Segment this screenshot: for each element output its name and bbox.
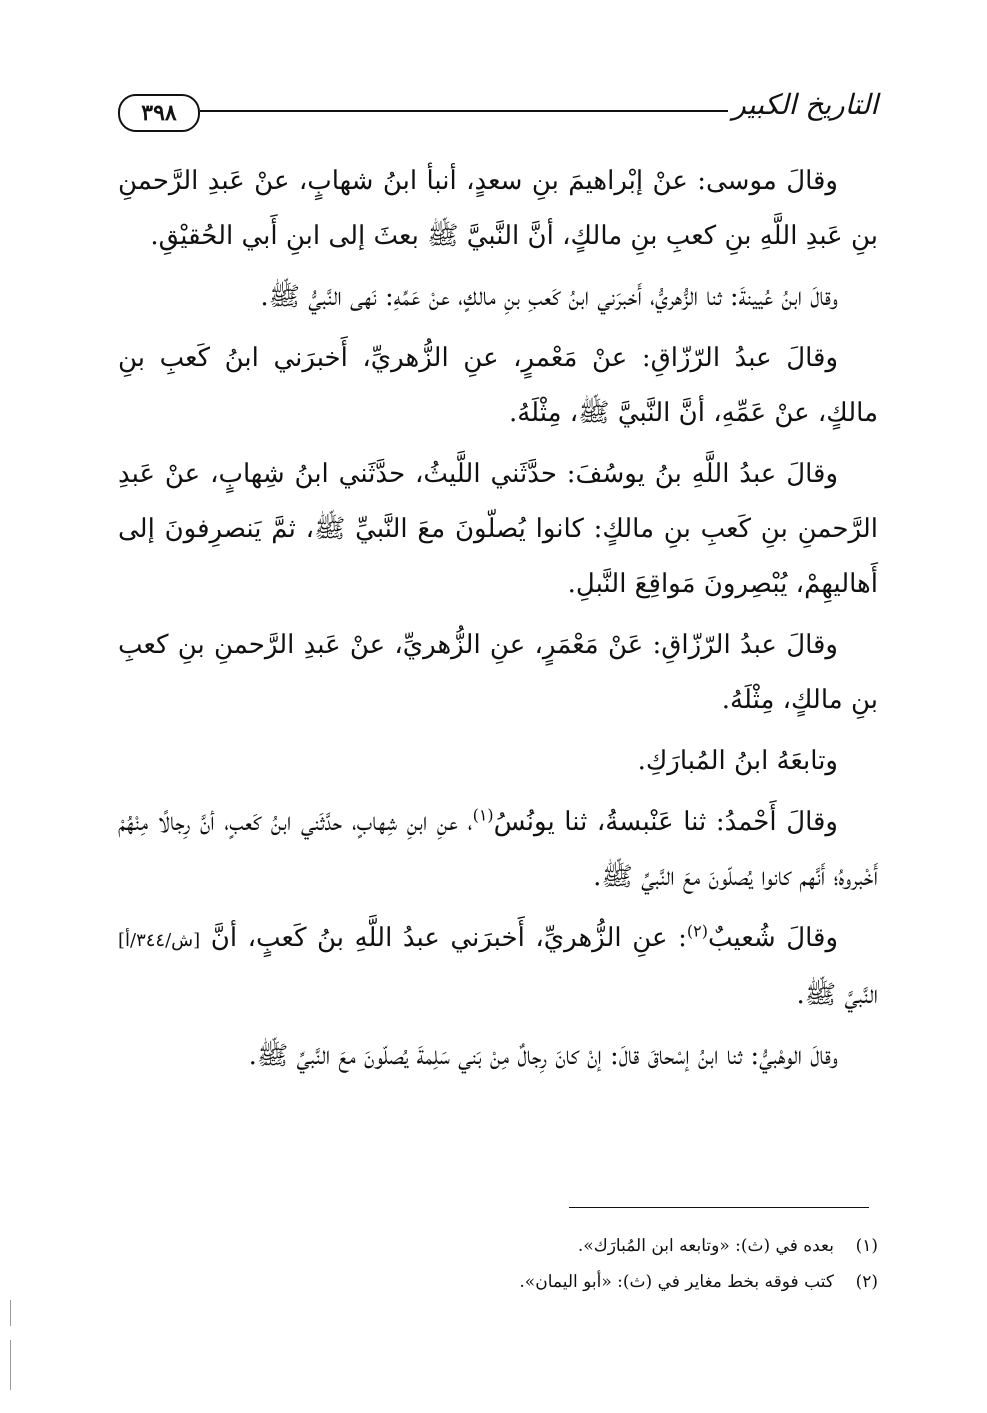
footnote-ref-1: (١) xyxy=(472,805,494,825)
footnote-separator xyxy=(569,1207,869,1208)
paragraph-2: وقالَ ابنُ عُيينةَ: ثنا الزُّهريُّ، أَخبرَني ابنُ كَعبِ بنِ مالكٍ، عنْ عَمِّهِ: نَهى النَّبيُّ ﷺ. xyxy=(260,282,838,312)
footnote-number: (١) xyxy=(855,1236,878,1256)
paragraph-4: وقالَ عبدُ اللَّهِ بنُ يوسُفَ: حدَّثَني اللَّيثُ، حدَّثَني ابنُ شِهابٍ، عنْ عَبدِ الرَّحمنِ بنِ كَعبِ بنِ مالكٍ: كانوا يُصلّونَ معَ النَّبيِّ ﷺ، ثمَّ يَنصرِفونَ إلى أَهاليهِمْ، يُبْصِرونَ مَواقِعَ النَّبلِ. xyxy=(118,459,878,599)
footnote-number: (٢) xyxy=(855,1272,878,1292)
paragraph-wahbi: وقالَ الوهْبيُّ: ثنا ابنُ إسْحاقَ قالَ: إنْ كانَ رِجالٌ مِنْ بَني سَلِمةَ يُصلّونَ معَ النَّبيِّ ﷺ. xyxy=(248,1041,838,1071)
paragraph-shuayb xyxy=(118,911,878,1023)
paragraph-5: وقالَ عبدُ الرّزّاقِ: عَنْ مَعْمَرٍ، عنِ الزُّهريِّ، عنْ عَبدِ الرَّحمنِ بنِ كعبِ بنِ مالكٍ، مِثْلَهُ. xyxy=(118,630,878,715)
paragraph-ahmad xyxy=(118,795,878,905)
paragraph-shuayb-end: النَّبيَّ ﷺ. xyxy=(796,980,878,1010)
footnote-2 xyxy=(118,1264,878,1300)
main-text xyxy=(118,154,878,1090)
paragraph-ahmad-end: ، عنِ ابنِ شِهابٍ، حدَّثَني ابنُ كَعبٍ، أنَّ رِجالًا مِنْهُمْ أَخْبروهُ؛ أَنَّهم كانوا يُصلّونَ معَ النَّبيِّ ﷺ. xyxy=(118,807,878,892)
footnote-1 xyxy=(118,1228,878,1264)
scan-edge-mark xyxy=(10,1300,11,1326)
paragraph-ahmad-start: وقالَ أَحْمدُ: ثنا عَنْبسةُ، ثنا يونُسُ xyxy=(493,807,838,837)
scan-edge-mark xyxy=(10,1340,11,1390)
footnote-text: بعده في (ث): «وتابعه ابن المُبارَك». xyxy=(577,1236,834,1256)
footnotes xyxy=(118,1228,878,1300)
manuscript-folio-marker: [ش/٣٤٤/أ] xyxy=(118,930,201,951)
page-number: ٣٩٨ xyxy=(118,94,200,132)
paragraph-3: وقالَ عبدُ الرّزّاقِ: عنْ مَعْمرٍ، عنِ الزُّهريِّ، أَخبرَني ابنُ كَعبِ بنِ مالكٍ، عنْ عَمِّهِ، أنَّ النَّبيَّ ﷺ، مِثْلَهُ. xyxy=(118,343,878,428)
paragraph-shuayb-start: وقالَ شُعيبٌ xyxy=(707,923,838,953)
footnote-ref-2: (٢) xyxy=(686,921,708,941)
paragraph-6: وتابعَهُ ابنُ المُبارَكِ. xyxy=(637,746,838,776)
page-header xyxy=(118,88,878,148)
header-rule xyxy=(200,110,728,112)
footnote-text: كتب فوقه بخط مغاير في (ث): «أبو اليمان». xyxy=(519,1272,834,1292)
book-title: التاريخ الكبير xyxy=(732,88,878,121)
paragraph-1: وقالَ موسى: عنْ إبْراهيمَ بنِ سعدٍ، أنبأ ابنُ شهابٍ، عنْ عَبدِ الرَّحمنِ بنِ عَبدِ اللَّهِ بنِ كعبِ بنِ مالكٍ، أنَّ النَّبيَّ ﷺ بعثَ إلى ابنِ أَبي الحُقيْقِ. xyxy=(118,166,878,251)
paragraph-shuayb-middle: : عنِ الزُّهريِّ، أَخبرَني عبدُ اللَّهِ بنُ كَعبٍ، أنَّ xyxy=(200,923,687,953)
